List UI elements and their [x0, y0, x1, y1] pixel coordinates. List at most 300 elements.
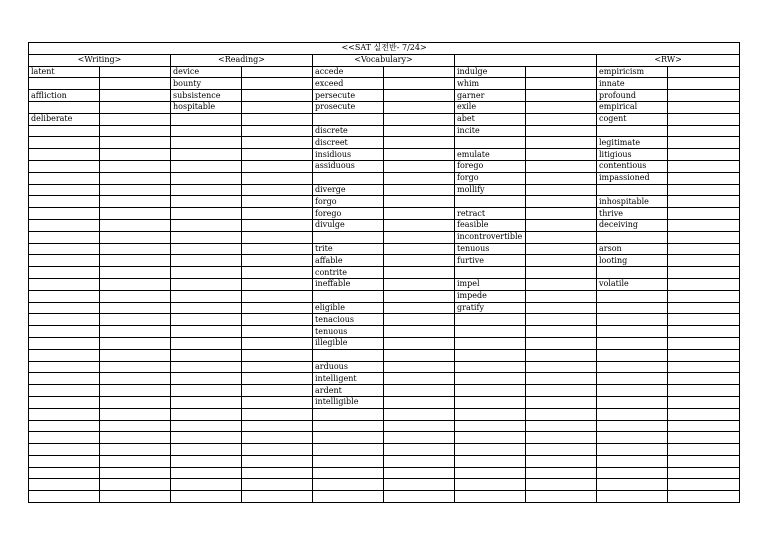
table-cell	[29, 420, 100, 432]
table-cell	[455, 444, 526, 456]
table-cell: persecute	[313, 90, 384, 102]
table-cell	[455, 479, 526, 491]
table-cell	[100, 160, 171, 172]
table-cell	[29, 349, 100, 361]
table-cell	[384, 243, 455, 255]
table-cell	[100, 432, 171, 444]
table-cell	[171, 184, 242, 196]
table-cell	[384, 432, 455, 444]
table-cell	[384, 101, 455, 113]
table-cell	[29, 149, 100, 161]
header-writing: <Writing>	[29, 54, 171, 66]
table-cell	[597, 408, 668, 420]
table-cell: volatile	[597, 278, 668, 290]
table-cell: prosecute	[313, 101, 384, 113]
table-cell	[29, 491, 100, 503]
table-cell	[526, 101, 597, 113]
table-cell	[384, 278, 455, 290]
table-cell	[242, 208, 313, 220]
table-cell	[455, 491, 526, 503]
table-cell: looting	[597, 255, 668, 267]
table-cell	[668, 149, 740, 161]
table-cell	[242, 125, 313, 137]
table-cell	[100, 137, 171, 149]
table-cell: forgo	[455, 172, 526, 184]
table-row	[29, 267, 740, 279]
table-cell	[668, 444, 740, 456]
table-cell	[597, 467, 668, 479]
table-cell	[100, 479, 171, 491]
table-cell	[597, 290, 668, 302]
table-cell	[668, 255, 740, 267]
table-cell	[313, 420, 384, 432]
table-cell	[242, 137, 313, 149]
table-row	[29, 467, 740, 479]
table-cell: ineffable	[313, 278, 384, 290]
table-cell	[100, 101, 171, 113]
table-cell	[597, 373, 668, 385]
table-cell	[526, 467, 597, 479]
table-cell	[100, 184, 171, 196]
table-cell	[171, 337, 242, 349]
table-cell	[597, 432, 668, 444]
table-cell	[100, 420, 171, 432]
table-cell	[29, 278, 100, 290]
table-cell	[597, 302, 668, 314]
table-cell	[597, 396, 668, 408]
table-cell	[100, 125, 171, 137]
table-cell	[242, 491, 313, 503]
table-cell	[171, 290, 242, 302]
table-cell	[171, 373, 242, 385]
table-cell: contrite	[313, 267, 384, 279]
table-cell	[526, 172, 597, 184]
table-cell	[526, 432, 597, 444]
table-cell	[100, 302, 171, 314]
table-cell	[100, 314, 171, 326]
table-cell	[668, 113, 740, 125]
table-cell	[242, 149, 313, 161]
vocab-sheet	[28, 42, 739, 503]
table-cell	[668, 455, 740, 467]
table-cell	[171, 444, 242, 456]
table-cell: assiduous	[313, 160, 384, 172]
table-cell	[597, 267, 668, 279]
table-cell	[29, 231, 100, 243]
table-cell	[171, 491, 242, 503]
table-cell	[100, 78, 171, 90]
table-cell	[100, 267, 171, 279]
table-cell	[597, 385, 668, 397]
table-cell	[384, 184, 455, 196]
table-cell	[100, 385, 171, 397]
table-cell	[384, 337, 455, 349]
table-cell	[242, 219, 313, 231]
table-cell	[668, 125, 740, 137]
table-cell: illegible	[313, 337, 384, 349]
table-row	[29, 349, 740, 361]
table-cell	[668, 290, 740, 302]
table-row	[29, 396, 740, 408]
table-cell	[384, 90, 455, 102]
header-reading: <Reading>	[171, 54, 313, 66]
table-cell: abet	[455, 113, 526, 125]
table-cell	[384, 444, 455, 456]
table-cell	[668, 219, 740, 231]
table-cell	[384, 149, 455, 161]
table-cell	[526, 66, 597, 78]
table-row	[29, 455, 740, 467]
table-row	[29, 219, 740, 231]
table-cell	[384, 172, 455, 184]
table-cell	[242, 408, 313, 420]
table-cell	[313, 467, 384, 479]
table-cell	[455, 467, 526, 479]
table-cell	[29, 314, 100, 326]
table-cell	[313, 491, 384, 503]
table-cell	[242, 467, 313, 479]
table-cell	[100, 278, 171, 290]
table-cell: arduous	[313, 361, 384, 373]
table-cell: tenuous	[455, 243, 526, 255]
table-cell	[29, 243, 100, 255]
table-cell	[100, 231, 171, 243]
table-cell	[526, 160, 597, 172]
table-row	[29, 432, 740, 444]
table-cell	[668, 101, 740, 113]
table-cell: discreet	[313, 137, 384, 149]
table-cell	[455, 349, 526, 361]
table-cell	[668, 396, 740, 408]
table-cell	[171, 208, 242, 220]
table-cell	[171, 326, 242, 338]
table-cell	[455, 408, 526, 420]
table-cell	[171, 408, 242, 420]
table-cell	[171, 385, 242, 397]
table-cell: impel	[455, 278, 526, 290]
table-cell	[313, 479, 384, 491]
table-cell	[29, 196, 100, 208]
table-cell	[455, 373, 526, 385]
table-cell	[455, 396, 526, 408]
table-cell	[597, 444, 668, 456]
table-cell	[100, 396, 171, 408]
table-row	[29, 479, 740, 491]
table-cell	[100, 243, 171, 255]
table-row	[29, 66, 740, 78]
table-row	[29, 337, 740, 349]
table-cell	[242, 361, 313, 373]
table-cell	[597, 184, 668, 196]
table-cell	[171, 349, 242, 361]
table-cell: accede	[313, 66, 384, 78]
table-cell	[29, 455, 100, 467]
table-cell	[384, 267, 455, 279]
table-cell	[29, 78, 100, 90]
table-cell	[171, 302, 242, 314]
table-cell	[29, 444, 100, 456]
table-cell	[29, 219, 100, 231]
table-cell	[100, 444, 171, 456]
table-cell	[668, 326, 740, 338]
table-cell: affliction	[29, 90, 100, 102]
table-cell: diverge	[313, 184, 384, 196]
table-cell	[100, 408, 171, 420]
table-cell	[171, 172, 242, 184]
table-cell: garner	[455, 90, 526, 102]
table-cell: tenacious	[313, 314, 384, 326]
table-cell: deceiving	[597, 219, 668, 231]
table-cell	[171, 267, 242, 279]
table-cell: subsistence	[171, 90, 242, 102]
table-cell	[29, 172, 100, 184]
table-cell	[384, 408, 455, 420]
table-cell	[171, 396, 242, 408]
table-cell	[526, 408, 597, 420]
table-cell	[242, 302, 313, 314]
table-cell	[171, 231, 242, 243]
table-cell: trite	[313, 243, 384, 255]
table-cell	[384, 290, 455, 302]
header-row	[29, 54, 740, 66]
table-cell	[526, 314, 597, 326]
table-cell	[29, 125, 100, 137]
table-cell	[526, 420, 597, 432]
table-cell	[171, 255, 242, 267]
table-cell	[384, 231, 455, 243]
table-row	[29, 408, 740, 420]
table-cell	[668, 302, 740, 314]
table-cell: forego	[455, 160, 526, 172]
table-cell	[100, 66, 171, 78]
table-cell	[242, 314, 313, 326]
table-row	[29, 326, 740, 338]
table-cell	[526, 243, 597, 255]
table-cell: mollify	[455, 184, 526, 196]
table-cell	[100, 491, 171, 503]
table-row	[29, 208, 740, 220]
table-cell	[668, 137, 740, 149]
table-cell	[242, 337, 313, 349]
table-cell	[100, 361, 171, 373]
table-cell	[526, 137, 597, 149]
table-cell: discrete	[313, 125, 384, 137]
table-row	[29, 160, 740, 172]
table-cell	[29, 101, 100, 113]
table-cell	[242, 420, 313, 432]
table-cell: divulge	[313, 219, 384, 231]
table-cell	[29, 184, 100, 196]
table-cell: device	[171, 66, 242, 78]
table-cell: contentious	[597, 160, 668, 172]
table-cell	[242, 78, 313, 90]
table-cell	[171, 455, 242, 467]
table-cell: empirical	[597, 101, 668, 113]
table-cell	[313, 113, 384, 125]
table-cell	[668, 349, 740, 361]
table-cell	[171, 420, 242, 432]
table-cell	[171, 243, 242, 255]
table-cell	[384, 373, 455, 385]
table-cell	[100, 113, 171, 125]
table-row	[29, 278, 740, 290]
table-cell	[384, 491, 455, 503]
table-row	[29, 125, 740, 137]
table-cell	[29, 396, 100, 408]
table-cell	[384, 219, 455, 231]
table-cell	[313, 349, 384, 361]
table-cell	[455, 267, 526, 279]
table-cell	[384, 208, 455, 220]
table-cell: impede	[455, 290, 526, 302]
table-cell	[384, 113, 455, 125]
table-cell	[597, 349, 668, 361]
table-cell: furtive	[455, 255, 526, 267]
table-cell	[384, 396, 455, 408]
table-cell	[526, 479, 597, 491]
table-cell	[526, 349, 597, 361]
table-cell	[384, 66, 455, 78]
table-cell	[29, 290, 100, 302]
table-cell: cogent	[597, 113, 668, 125]
table-body	[29, 66, 740, 502]
table-cell	[29, 467, 100, 479]
table-cell	[242, 278, 313, 290]
table-cell	[384, 160, 455, 172]
table-cell	[242, 184, 313, 196]
table-cell	[668, 467, 740, 479]
vocab-table	[28, 42, 740, 503]
table-cell	[384, 314, 455, 326]
header-blank	[455, 54, 597, 66]
table-row	[29, 314, 740, 326]
table-row	[29, 113, 740, 125]
table-row	[29, 444, 740, 456]
table-cell	[384, 255, 455, 267]
table-cell	[384, 302, 455, 314]
table-cell	[313, 455, 384, 467]
table-cell	[526, 90, 597, 102]
table-cell	[100, 219, 171, 231]
table-row	[29, 231, 740, 243]
table-row	[29, 184, 740, 196]
table-cell	[171, 361, 242, 373]
table-cell: incontrovertible	[455, 231, 526, 243]
table-cell: latent	[29, 66, 100, 78]
table-cell	[384, 420, 455, 432]
table-cell: ardent	[313, 385, 384, 397]
table-cell	[526, 385, 597, 397]
table-cell	[171, 432, 242, 444]
table-cell	[29, 361, 100, 373]
table-cell	[242, 455, 313, 467]
table-cell	[29, 137, 100, 149]
table-cell	[29, 337, 100, 349]
table-cell: hospitable	[171, 101, 242, 113]
table-cell	[668, 243, 740, 255]
table-cell	[242, 255, 313, 267]
table-cell	[242, 432, 313, 444]
table-cell	[668, 491, 740, 503]
table-cell	[384, 349, 455, 361]
table-cell	[526, 290, 597, 302]
table-cell	[171, 149, 242, 161]
table-cell	[242, 243, 313, 255]
table-cell	[597, 455, 668, 467]
table-row	[29, 491, 740, 503]
table-cell	[597, 231, 668, 243]
table-cell	[668, 278, 740, 290]
table-cell	[526, 125, 597, 137]
table-cell: litigious	[597, 149, 668, 161]
table-cell: legitimate	[597, 137, 668, 149]
table-cell	[29, 408, 100, 420]
table-cell	[384, 455, 455, 467]
table-cell: incite	[455, 125, 526, 137]
table-cell	[29, 432, 100, 444]
table-cell	[526, 278, 597, 290]
table-cell	[313, 172, 384, 184]
table-cell	[526, 491, 597, 503]
table-cell	[526, 302, 597, 314]
table-cell	[668, 90, 740, 102]
table-row	[29, 361, 740, 373]
table-cell: forgo	[313, 196, 384, 208]
table-cell	[29, 255, 100, 267]
table-cell	[597, 361, 668, 373]
table-cell	[313, 231, 384, 243]
table-cell	[313, 444, 384, 456]
table-cell	[526, 196, 597, 208]
table-cell	[100, 290, 171, 302]
table-cell	[597, 314, 668, 326]
table-cell	[171, 160, 242, 172]
table-cell	[384, 326, 455, 338]
table-cell	[384, 196, 455, 208]
table-cell: insidious	[313, 149, 384, 161]
table-cell	[526, 396, 597, 408]
sheet-title: <<SAT 실전반- 7/24>	[29, 43, 740, 55]
table-cell: whim	[455, 78, 526, 90]
table-cell	[597, 420, 668, 432]
table-cell	[526, 208, 597, 220]
table-cell: tenuous	[313, 326, 384, 338]
table-cell	[29, 373, 100, 385]
table-cell	[455, 385, 526, 397]
table-cell: intelligent	[313, 373, 384, 385]
table-row	[29, 172, 740, 184]
table-cell	[242, 385, 313, 397]
table-cell	[597, 125, 668, 137]
table-cell	[242, 231, 313, 243]
table-cell	[526, 326, 597, 338]
table-cell	[100, 467, 171, 479]
table-cell	[242, 444, 313, 456]
table-cell	[384, 137, 455, 149]
table-cell	[29, 208, 100, 220]
table-cell: inhospitable	[597, 196, 668, 208]
table-cell	[100, 90, 171, 102]
table-cell	[526, 455, 597, 467]
table-cell	[597, 326, 668, 338]
table-cell	[384, 78, 455, 90]
header-vocabulary: <Vocabulary>	[313, 54, 455, 66]
table-row	[29, 420, 740, 432]
table-cell: impassioned	[597, 172, 668, 184]
table-cell	[526, 231, 597, 243]
table-cell	[668, 231, 740, 243]
header-rw: <RW>	[597, 54, 740, 66]
